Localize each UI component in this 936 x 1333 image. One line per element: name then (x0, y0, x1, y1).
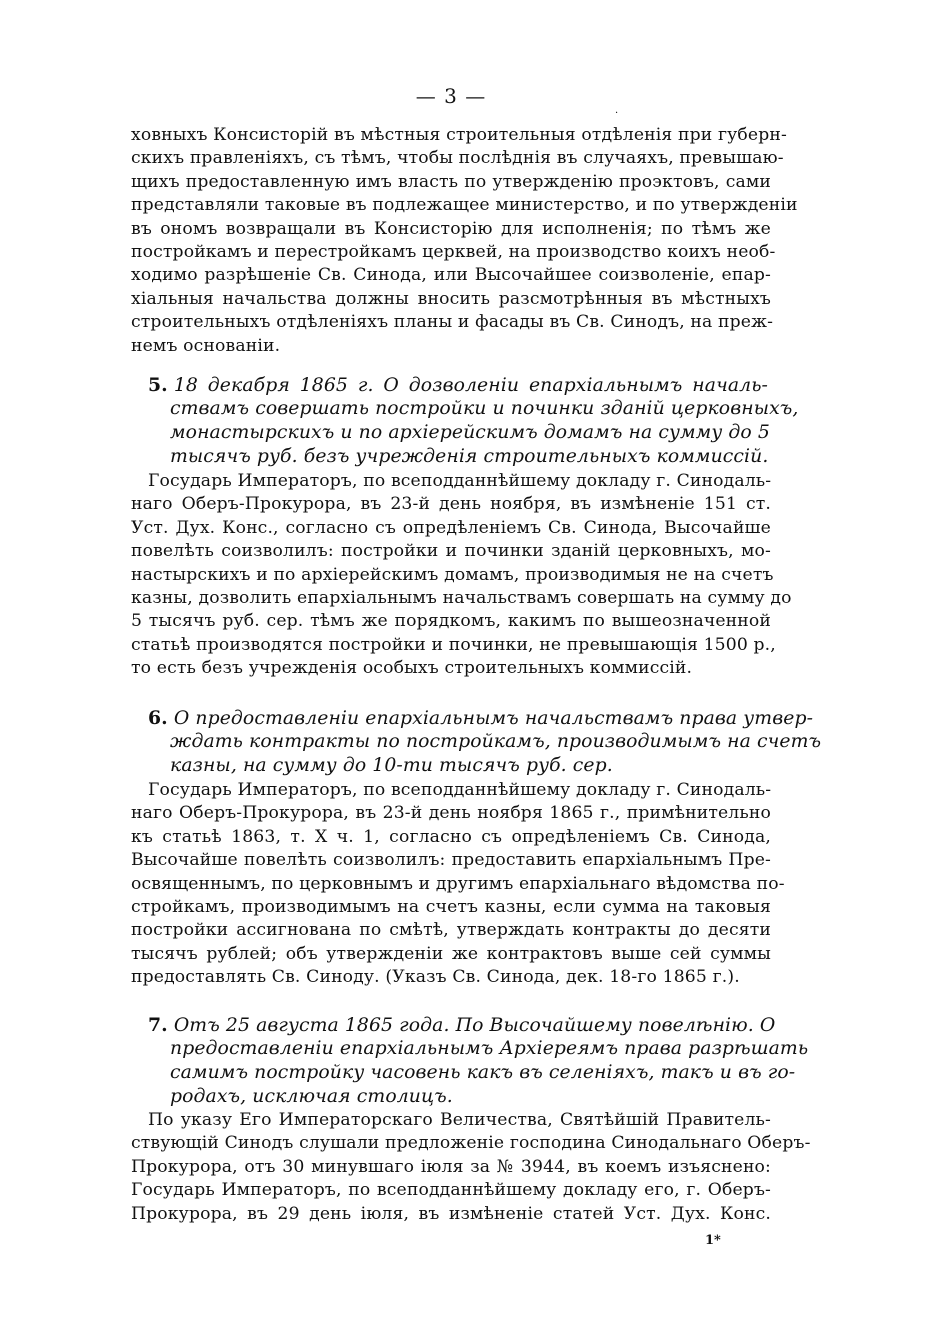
page-number: — 3 — (415, 84, 487, 108)
section-heading-line: предоставленіи епархіальнымъ Архіереямъ права разрѣшать (170, 1038, 809, 1059)
body-line: По указу Его Императорскаго Величества, Святѣйшій Правитель- (148, 1110, 771, 1130)
section-6-body (131, 779, 785, 990)
body-line: Уст. Дух. Конс., согласно съ опредѣленіемъ Св. Синода, Высочайше (131, 517, 771, 538)
intro-line: немъ основаніи. (131, 335, 281, 356)
section-number: 7. (148, 1014, 168, 1036)
section-heading-line: ждать контракты по постройкамъ, производимымъ на счетъ (170, 731, 822, 752)
body-line: 5 тысячъ руб. сер. тѣмъ же порядкомъ, какимъ по вышеозначенной (131, 611, 771, 632)
section-5-heading (148, 373, 799, 469)
section-heading-line: О предоставленіи епархіальнымъ начальствамъ права утвер- (173, 708, 814, 729)
intro-line: представляли таковые въ подлежащее министерство, и по утвержденіи (131, 195, 798, 216)
body-line: къ статьѣ 1863, т. X ч. 1, согласно съ опредѣленіемъ Св. Синода, (131, 826, 771, 847)
section-heading-line: самимъ постройку часовень какъ въ селеніяхъ, такъ и въ го- (170, 1062, 796, 1083)
body-line: Государь Императоръ, по всеподданнѣйшему докладу его, г. Оберъ- (131, 1180, 771, 1201)
body-line: постройки ассигнована по смѣтѣ, утверждать контракты до десяти (131, 920, 771, 941)
body-line: предоставлять Св. Синоду. (Указъ Св. Синода, дек. 18-го 1865 г.). (131, 967, 740, 988)
section-heading-line: Отъ 25 августа 1865 года. По Высочайшему повелѣнію. О (173, 1015, 776, 1036)
body-line: Государь Императоръ, по всеподданнѣйшему докладу г. Синодаль- (148, 780, 772, 800)
intro-line: скихъ правленіяхъ, съ тѣмъ, чтобы послѣднія въ случаяхъ, превышаю- (131, 148, 784, 169)
section-heading-line: 18 декабря 1865 г. О дозволеніи епархіальнымъ началь- (173, 375, 768, 396)
body-line: казны, дозволить епархіальнымъ начальствамъ совершать на сумму до (131, 587, 792, 608)
body-line: наго Оберъ-Прокурора, въ 23-й день ноября, въ измѣненіе 151 ст. (131, 494, 771, 515)
body-line: повелѣть соизволилъ: постройки и починки зданій церковныхъ, мо- (131, 541, 771, 562)
section-heading-line: тысячъ руб. безъ учрежденія строительныхъ коммиссій. (170, 446, 769, 467)
intro-line: постройкамъ и перестройкамъ церквей, на производство коихъ необ- (131, 241, 776, 262)
section-heading-line: родахъ, исключая столицъ. (170, 1086, 453, 1107)
body-line: тысячъ рублей; объ утвержденіи же контрактовъ выше сей суммы (131, 943, 771, 964)
body-line: Прокурора, въ 29 день іюля, въ измѣненіе статей Уст. Дух. Конс. (131, 1203, 771, 1224)
ink-speck: · (615, 108, 619, 119)
intro-line: ховныхъ Консисторій въ мѣстныя строительныя отдѣленія при губерн- (131, 125, 787, 145)
section-7-body (131, 1109, 811, 1226)
section-heading-line: монастырскихъ и по архіерейскимъ домамъ на сумму до 5 (170, 422, 770, 443)
intro-line: строительныхъ отдѣленіяхъ планы и фасады въ Св. Синодъ, на преж- (131, 312, 774, 333)
section-heading-line: казны, на сумму до 10-ти тысячъ руб. сер. (170, 755, 613, 776)
intro-line: щихъ предоставленную имъ власть по утвержденію проэктовъ, сами (131, 171, 771, 192)
section-5-body (131, 470, 792, 681)
body-line: ствующій Синодъ слушали предложеніе господина Синодальнаго Оберъ- (131, 1133, 811, 1154)
section-number: 5. (148, 374, 168, 396)
section-heading-line: ствамъ совершать постройки и починки зданій церковныхъ, (170, 398, 799, 419)
intro-line: хіальныя начальства должны вносить разсмотрѣнныя въ мѣстныхъ (131, 288, 771, 309)
intro-line: въ ономъ возвращали въ Консисторію для исполненія; по тѣмъ же (131, 218, 771, 239)
body-line: стройкамъ, производимымъ на счетъ казны, если сумма на таковыя (131, 896, 771, 917)
body-line: статьѣ производятся постройки и починки, не превышающія 1500 р., (131, 634, 776, 655)
body-line: то есть безъ учрежденія особыхъ строительныхъ коммиссій. (131, 658, 693, 679)
section-7-heading (148, 1013, 809, 1109)
intro-paragraph (131, 124, 798, 358)
section-6-heading (148, 706, 822, 778)
body-line: наго Оберъ-Прокурора, въ 23-й день ноября 1865 г., примѣнительно (131, 803, 771, 824)
body-line: настырскихъ и по архіерейскимъ домамъ, производимыя не на счетъ (131, 564, 774, 585)
section-number: 6. (148, 707, 168, 729)
signature-mark: 1* (705, 1233, 721, 1248)
body-line: освященнымъ, по церковнымъ и другимъ епархіальнаго вѣдомства по- (131, 873, 785, 894)
body-line: Государь Императоръ, по всеподданнѣйшему докладу г. Синодаль- (148, 471, 772, 491)
intro-line: ходимо разрѣшеніе Св. Синода, или Высочайшее соизволеніе, епар- (131, 265, 771, 286)
body-line: Прокурора, отъ 30 минувшаго іюля за № 3944, въ коемъ изъяснено: (131, 1156, 771, 1177)
body-line: Высочайше повелѣть соизволилъ: предоставить епархіальнымъ Пре- (131, 850, 771, 871)
